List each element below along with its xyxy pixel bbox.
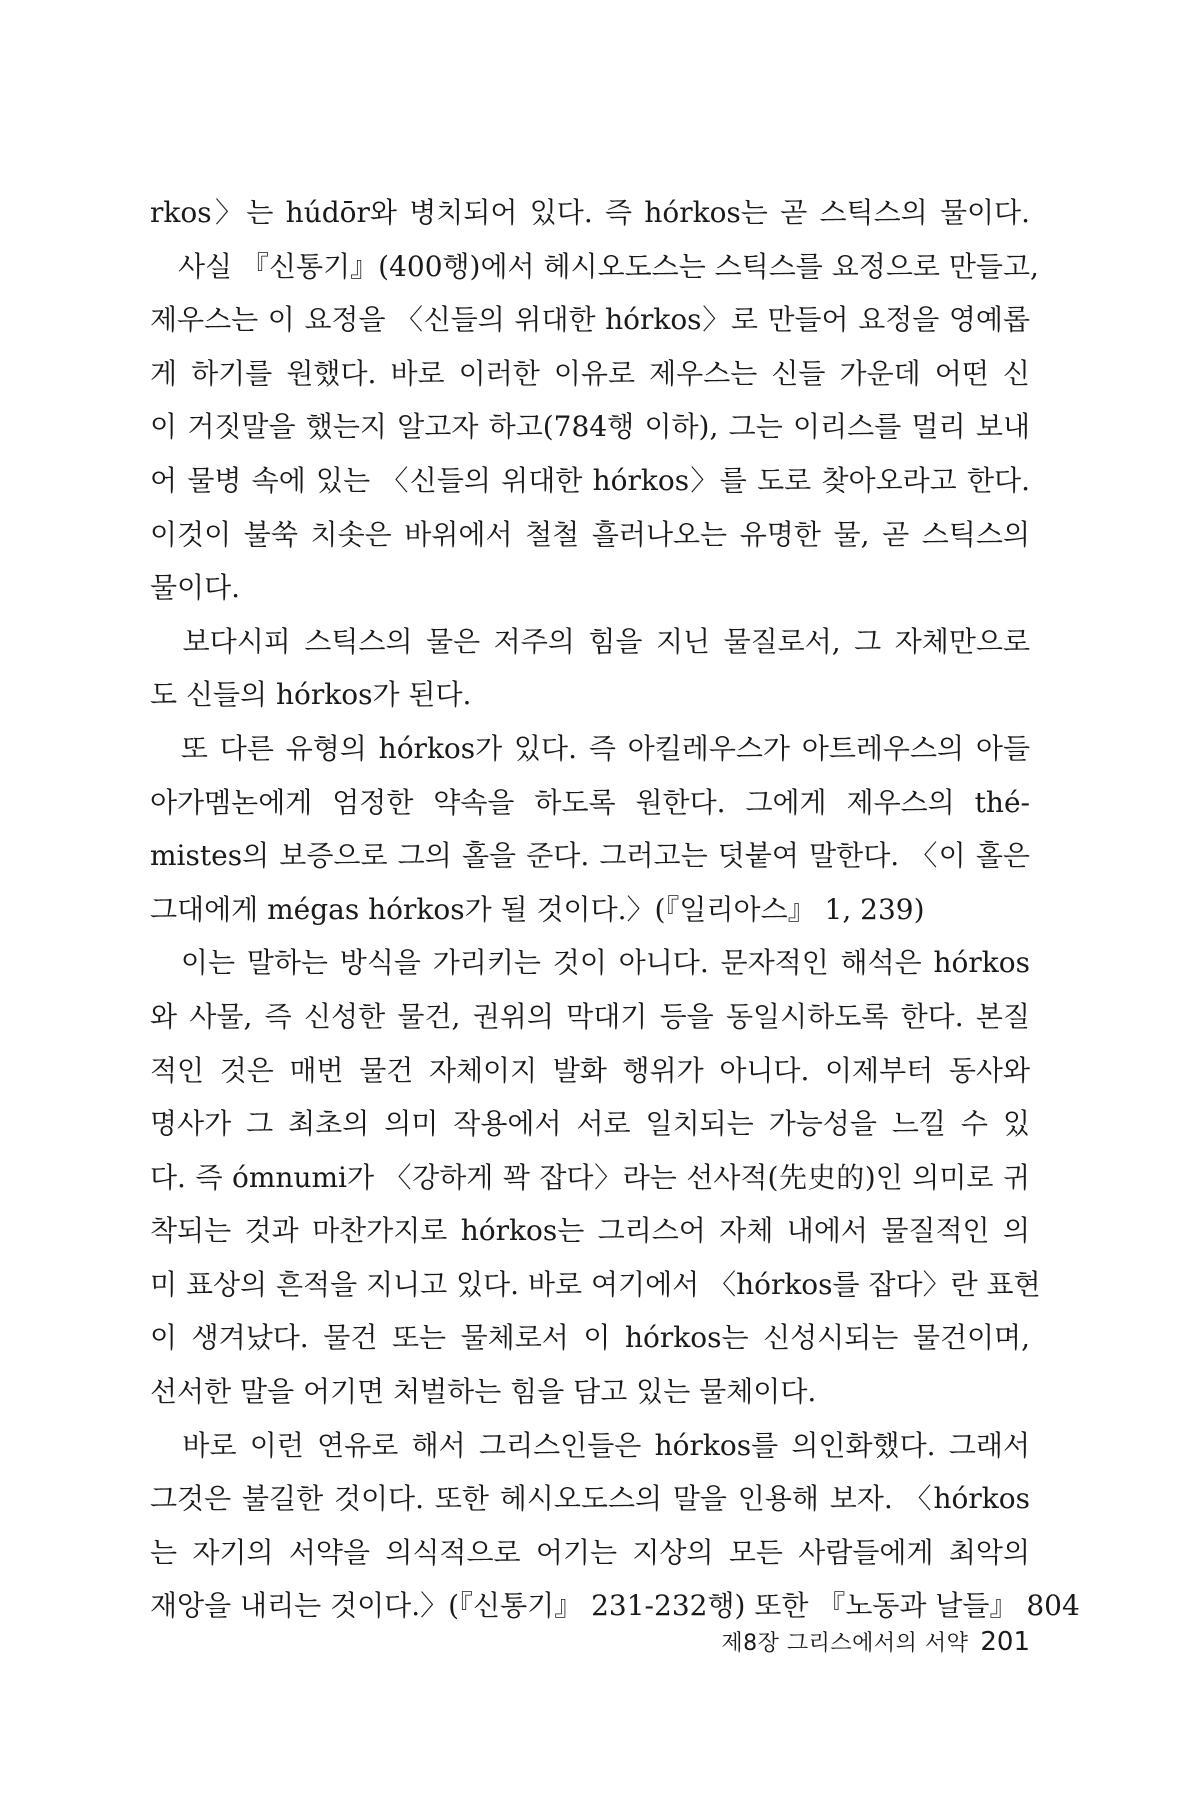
text-line: 이는 말하는 방식을 가리키는 것이 아니다. 문자적인 해석은 hórkos (150, 946, 1030, 980)
text-line: rkos〉는 húdōr와 병치되어 있다. 즉 hórkos는 곧 스틱스의 물이다. (150, 196, 1030, 229)
text-line: 도 신들의 hórkos가 된다. (150, 678, 472, 712)
chapter-title: 제8장 그리스에서의 서약 (721, 1631, 969, 1656)
text-line: 보다시피 스틱스의 물은 저주의 힘을 지닌 물질로서, 그 자체만으로 (150, 624, 1030, 658)
text-line: 또 다른 유형의 hórkos가 있다. 즉 아킬레우스가 아트레우스의 아들 (150, 731, 1030, 765)
page-number: 201 (980, 1627, 1030, 1657)
text-line: 명사가 그 최초의 의미 작용에서 서로 일치되는 가능성을 느낄 수 있 (150, 1107, 1030, 1141)
text-line: 이것이 불쑥 치솟은 바위에서 철철 흘러나오는 유명한 물, 곧 스틱스의 (150, 517, 1030, 551)
text-line: 미 표상의 흔적을 지니고 있다. 바로 여기에서 〈hórkos를 잡다〉란 표현 (150, 1267, 1041, 1301)
text-line: 는 자기의 서약을 의식적으로 어기는 지상의 모든 사람들에게 최악의 (150, 1535, 1030, 1569)
text-line: 그것은 불길한 것이다. 또한 헤시오도스의 말을 인용해 보자. 〈hórkos (150, 1482, 1030, 1516)
text-line: 이 생겨났다. 물건 또는 물체로서 이 hórkos는 신성시되는 물건이며, (150, 1321, 1030, 1355)
text-line: 재앙을 내리는 것이다.〉(『신통기』 231-232행) 또한 『노동과 날들』 804 (150, 1589, 1080, 1623)
text-line: 제우스는 이 요정을 〈신들의 위대한 hórkos〉로 만들어 요정을 영예롭 (150, 303, 1030, 337)
text-line: 이 거짓말을 했는지 알고자 하고(784행 이하), 그는 이리스를 멀리 보내 (150, 410, 1030, 444)
text-line: 선서한 말을 어기면 처벌하는 힘을 담고 있는 물체이다. (150, 1375, 817, 1409)
text-line: 적인 것은 매번 물건 자체이지 발화 행위가 아니다. 이제부터 동사와 (150, 1053, 1030, 1087)
text-line: 사실 『신통기』(400행)에서 헤시오도스는 스틱스를 요정으로 만들고, (150, 249, 1039, 283)
text-line: 게 하기를 원했다. 바로 이러한 이유로 제우스는 신들 가운데 어떤 신 (150, 356, 1030, 390)
body-text (150, 186, 1080, 1633)
text-line: mistes의 보증으로 그의 홀을 준다. 그러고는 덧붙여 말한다. 〈이 홀은 (150, 839, 1030, 873)
text-line: 아가멤논에게 엄정한 약속을 하도록 원한다. 그에게 제우스의 thé- (150, 785, 1030, 819)
running-footer (150, 1626, 1030, 1657)
text-line: 와 사물, 즉 신성한 물건, 권위의 막대기 등을 동일시하도록 한다. 본질 (150, 999, 1030, 1033)
text-line: 바로 이런 연유로 해서 그리스인들은 hórkos를 의인화했다. 그래서 (150, 1428, 1030, 1462)
text-line: 어 물병 속에 있는 〈신들의 위대한 hórkos〉를 도로 찾아오라고 한다. (150, 463, 1030, 497)
text-line: 그대에게 mégas hórkos가 될 것이다.〉(『일리아스』 1, 239) (150, 892, 925, 926)
text-line: 착되는 것과 마찬가지로 hórkos는 그리스어 자체 내에서 물질적인 의 (150, 1214, 1030, 1248)
text-line: 물이다. (150, 571, 241, 605)
text-line: 다. 즉 ómnumi가 〈강하게 꽉 잡다〉라는 선사적(先史的)인 의미로 귀 (150, 1160, 1030, 1194)
